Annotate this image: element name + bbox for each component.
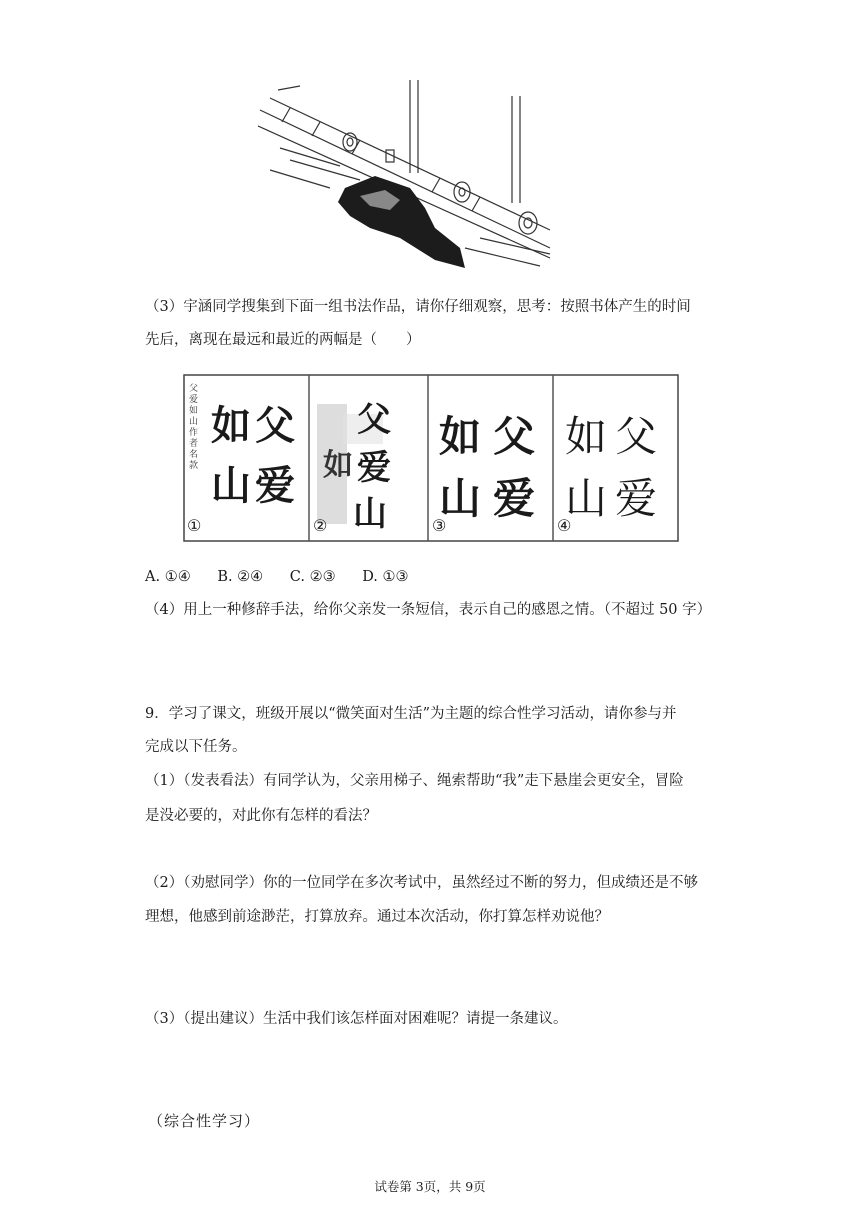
- question-9-line1: 9．学习了课文，班级开展以“微笑面对生活”为主题的综合性学习活动，请你参与并: [145, 706, 677, 722]
- calligraphy-panels: [183, 374, 679, 542]
- option-d[interactable]: D. ①③: [362, 569, 409, 585]
- question-9-1-line1: （1）（发表看法）有同学认为，父亲用梯子、绳索帮助“我”走下悬崖会更安全，冒险: [145, 773, 684, 789]
- question-8-3-line1: （3）宇涵同学搜集到下面一组书法作品，请你仔细观察，思考：按照书体产生的时间: [145, 299, 691, 315]
- option-b[interactable]: B. ②④: [217, 569, 264, 585]
- panel-3-char-fu: 父: [493, 412, 536, 461]
- option-c[interactable]: C. ②③: [289, 569, 336, 585]
- panel-1-char-ai: 爱: [255, 462, 295, 509]
- question-9-line2: 完成以下任务。: [145, 739, 247, 755]
- question-9-3: （3）（提出建议）生活中我们该怎样面对困难呢？请提一条建议。: [145, 1011, 568, 1027]
- panel-1-number: ①: [187, 516, 202, 535]
- panel-1-char-shan: 山: [211, 462, 251, 509]
- panel-1-char-ru: 如: [211, 402, 251, 449]
- panel-3-number: ③: [432, 516, 447, 535]
- panel-2-char-fu: 父: [357, 400, 391, 440]
- question-9-2-line1: （2）（劝慰同学）你的一位同学在多次考试中，虽然经过不断的努力，但成绩还是不够: [145, 875, 698, 891]
- panel-3-char-ru: 如: [439, 412, 482, 461]
- panel-2-number: ②: [313, 516, 328, 535]
- question-8-4: （4）用上一种修辞手法，给你父亲发一条短信，表示自己的感恩之情。（不超过 50 字）: [145, 602, 712, 618]
- panel-1-char-fu: 父: [255, 402, 295, 449]
- panel-3-char-ai: 爱: [493, 474, 536, 523]
- panel-4-char-ai: 爱: [615, 474, 658, 523]
- page-footer: 试卷第 3页，共 9页: [374, 1179, 486, 1194]
- panel-4-char-shan: 山: [565, 474, 608, 523]
- ladder-rope-cliff-illustration-icon: [250, 78, 595, 278]
- panel-4-number: ④: [557, 516, 572, 535]
- panel-3-char-shan: 山: [439, 474, 482, 523]
- panel-2-char-shan: 山: [353, 494, 387, 534]
- question-9-2-line2: 理想，他感到前途渺茫，打算放弃。通过本次活动，你打算怎样劝说他？: [145, 909, 609, 925]
- panel-2-char-ru: 如: [323, 448, 353, 483]
- answer-options: [145, 567, 409, 587]
- question-9-1-line2: 是没必要的，对此你有怎样的看法？: [145, 808, 377, 824]
- option-a[interactable]: A. ①④: [145, 569, 191, 585]
- panel-2-char-ai: 爱: [357, 448, 391, 488]
- panel-4-char-ru: 如: [565, 412, 608, 461]
- section-title: （综合性学习）: [148, 1112, 261, 1130]
- question-8-3-line2: 先后，离现在最远和最近的两幅是（ ）: [145, 332, 421, 348]
- panel-1-inscription: 父爱如山 作者名款: [189, 384, 199, 471]
- panel-4-char-fu: 父: [615, 412, 658, 461]
